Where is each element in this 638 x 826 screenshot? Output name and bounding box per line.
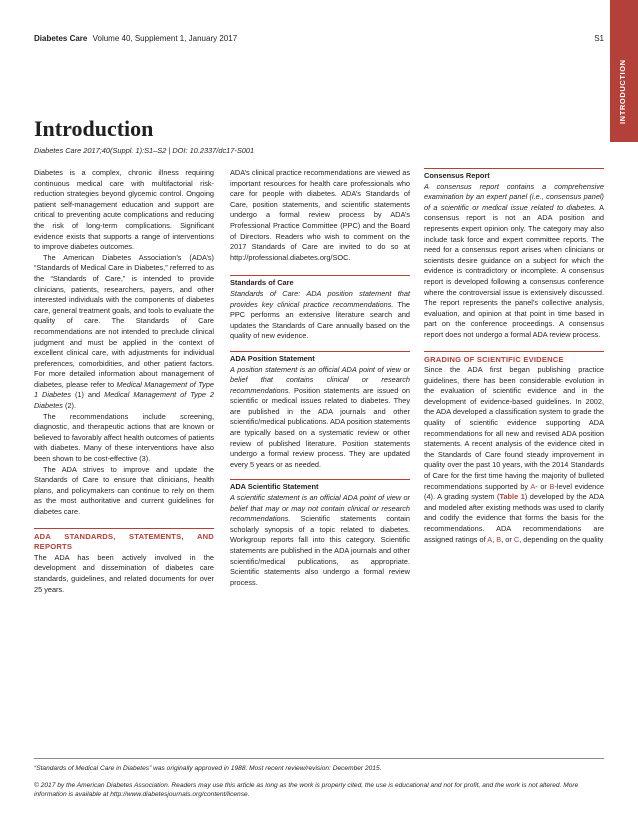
reference-title: Medical Management of Type 1 Diabetes — [34, 379, 214, 400]
reference-title: Medical Management of Type 2 Diabetes — [34, 390, 215, 411]
table-link[interactable]: Table 1 — [499, 492, 525, 502]
grade-a-label: A — [530, 481, 536, 491]
article-title: Introduction — [34, 116, 154, 141]
paragraph: A scientific statement is an official ADA point of view or belief that may or may not contain clinical or research recommendations. Scientific statements contain scholarly synopsis of a topic related to diabetes. Workgroup reports fall into this category. Scientific statements are published in the ADA journals and other scientific/medical publications, as appropriate. Scientific statements also undergo a formal review process. — [230, 493, 410, 587]
text-column-3 — [424, 168, 604, 545]
paragraph: Diabetes is a complex, chronic illness requiring continuous medical care with multifactorial risk-reduction strategies beyond glycemic control. Ongoing patient self-management education and support are critical to preventing acute complications and reducing the risk of long-term complications. Significant evidence exists that supports a range of interventions to improve diabetes outcomes. — [34, 168, 214, 252]
paragraph: The American Diabetes Association’s (ADA’s) “Standards of Medical Care in Diabetes,” referred to as the “Standards of Care,” is intended to provide clinicians, patients, researchers, payers, and other interested individuals with the components of diabetes care, general treatment goals, and tools to evaluate the quality of care. The Standards of Care recommendations are not intended to preclude clinical judgment and must be applied in the context of excellent clinical care, with adjustments for individual preferences, comorbidities, and other patient factors. For more detailed information about management of diabetes, please refer to Medical Management of Type 1 Diabetes (1) and Medical Management of Type 2 Diabetes (2). — [34, 252, 215, 411]
section-heading: GRADING OF SCIENTIFIC EVIDENCE — [424, 351, 604, 366]
paragraph: Standards of Care: ADA position statement that provides key clinical practice recommendations. The PPC performs an extensive literature search and updates the Standards of Care annually based on the quality of new evidence. — [230, 288, 410, 341]
grade-c-label: C — [513, 534, 520, 544]
paragraph: The ADA strives to improve and update the Standards of Care to ensure that clinicians, health plans, and policymakers can continue to rely on them as the most authoritative and current guidelines for diabetes care. — [34, 464, 214, 516]
subsection-heading: Standards of Care — [230, 275, 410, 289]
section-heading: ADA STANDARDS, STATEMENTS, AND REPORTS — [34, 528, 214, 553]
text-column-1 — [34, 168, 214, 595]
section-side-tab-label: INTRODUCTION — [618, 59, 627, 124]
grade-b-label: B — [549, 481, 555, 491]
article-citation: Diabetes Care 2017;40(Suppl. 1):S1–S2 | DOI: 10.2337/dc17-S001 — [34, 146, 255, 155]
footer-divider — [34, 758, 604, 759]
subsection-heading: ADA Position Statement — [230, 351, 410, 365]
paragraph: A consensus report contains a comprehensive examination by an expert panel (i.e., consensus panel) of a scientific or medical issue related to diabetes. A consensus report is not an ADA position and represents expert opinion only. The category may also include task force and expert committee reports. The need for a consensus report arises when clinicians or scientists desire guidance on a subject for which the evidence is contradictory or incomplete. A consensus report is developed following a consensus conference where the controversial issue is extensively discussed. The report represents the panel’s collective analysis, evaluation, and opinion at that point in time based in part on the conference proceedings. A consensus report does not undergo a formal ADA review process. — [424, 181, 604, 339]
subsection-heading: ADA Scientific Statement — [230, 479, 410, 493]
paragraph: Since the ADA first began publishing practice guidelines, there has been considerable evolution in the evaluation of scientific evidence and in the development of evidence-based guidelines. In 2002, the ADA developed a classification system to grade the quality of scientific evidence supporting ADA recommendations for all new and revised ADA position statements. A recent analysis of the evidence cited in the Standards of Care found steady improvement in quality over the past 10 years, with the 2014 Standards of Care for the first time having the majority of bulleted recommendations supported by A- or B-level evidence (4). A grading system (Table 1) developed by the ADA and modeled after existing methods was used to clarify and codify the evidence that forms the basis for the recommendations. ADA recommendations are assigned ratings of A, B, or C, depending on the quality — [424, 365, 605, 544]
section-side-tab — [610, 0, 638, 142]
paragraph: The recommendations include screening, diagnostic, and therapeutic actions that are known or believed to favorably affect health outcomes of patients with diabetes. Many of these interventions have also been shown to be cost-effective (3). — [34, 411, 214, 464]
running-header — [34, 34, 604, 44]
subsection-heading: Consensus Report — [424, 168, 604, 182]
paragraph: ADA’s clinical practice recommendations are viewed as important resources for health care professionals who care for people with diabetes. ADA’s Standards of Care, position statements, and scientific statements undergo a formal review process by ADA’s Professional Practice Committee (PPC) and the Board of Directors. Readers who wish to comment on the 2017 Standards of Care are invited to do so at http://professional.diabetes.org/SOC. — [230, 168, 410, 262]
text-column-2 — [230, 168, 410, 588]
issue-info: Volume 40, Supplement 1, January 2017 — [92, 34, 238, 43]
paragraph: The ADA has been actively involved in the development and dissemination of diabetes care standards, guidelines, and related documents for over 25 years. — [34, 552, 214, 594]
page-number: S1 — [594, 34, 604, 43]
footnote-copyright: © 2017 by the American Diabetes Association. Readers may use this article as long as the work is properly cited, the use is educational and not for profit, and the work is not altered. More information is available at http://www.diabetesjournals.org/content/license. — [34, 782, 579, 799]
grade-a-label: A — [487, 534, 493, 544]
paragraph: A position statement is an official ADA point of view or belief that contains clinical or research recommendations. Position statements are issued on scientific or medical issues related to diabetes. They are published in the ADA journals and other scientific/medical publications. ADA position statements are typically based on a systematic review or other review of published literature. Position statements undergo a formal review process. They are updated every 5 years or as needed. — [230, 364, 411, 469]
journal-name: Diabetes Care — [34, 34, 88, 43]
grade-b-label: B — [496, 534, 502, 544]
footnote-approval: “Standards of Medical Care in Diabetes” was originally approved in 1988. Most recent review/revision: December 2015. — [34, 765, 382, 772]
